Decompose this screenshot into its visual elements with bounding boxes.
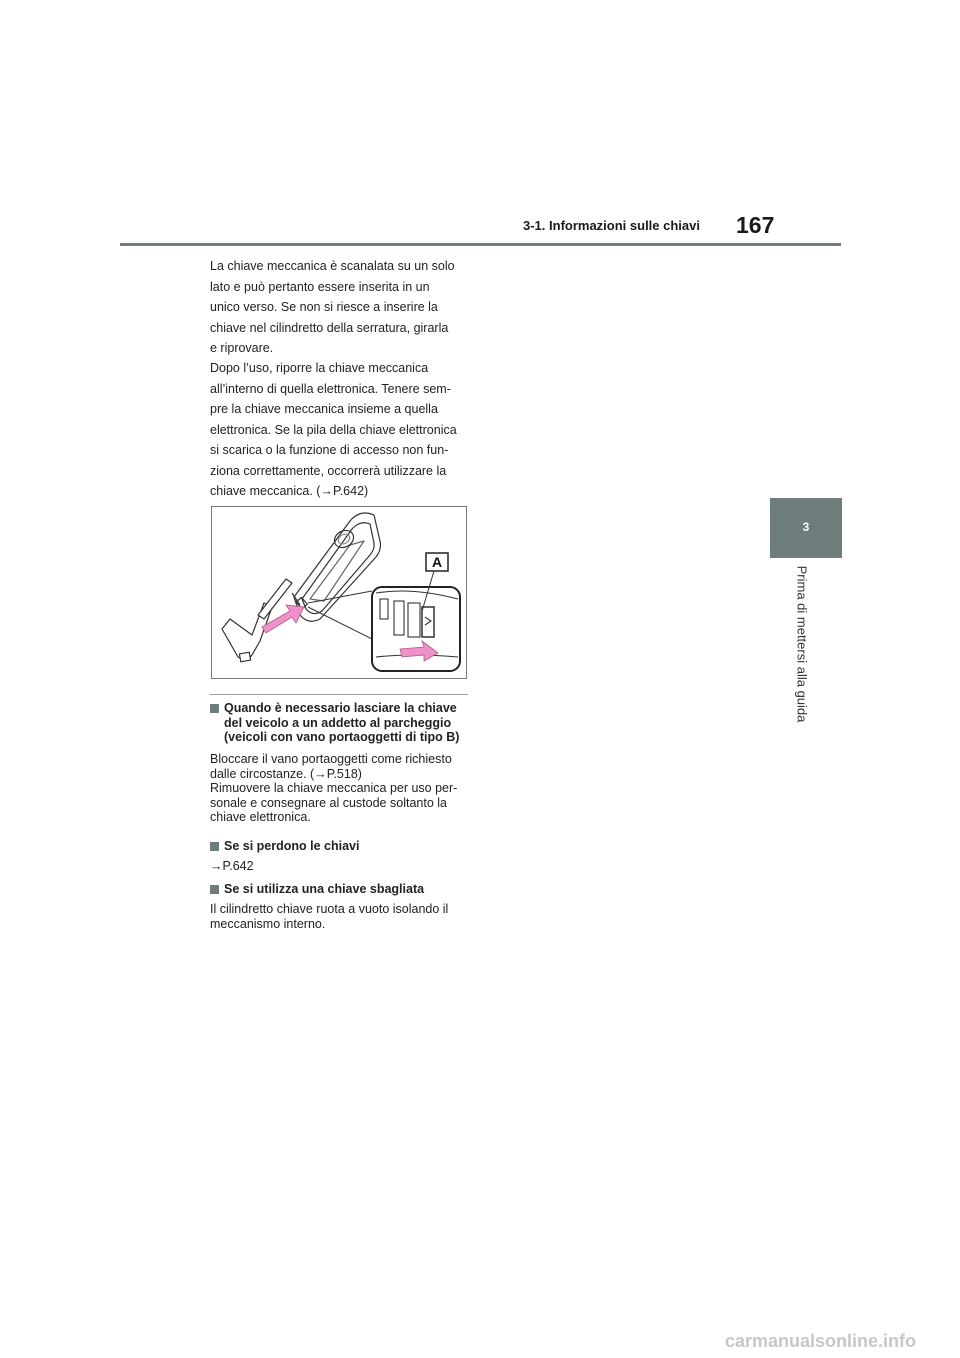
- text-line: unico verso. Se non si riesce a inserire la: [210, 300, 438, 314]
- text-line: lato e può pertanto essere inserita in un: [210, 279, 430, 294]
- watermark: carmanualsonline.info: [725, 1331, 917, 1351]
- bullet-square-icon: [210, 885, 219, 894]
- text-line: all’interno di quella elettronica. Tenere sem-: [210, 381, 451, 396]
- page-number: 167: [736, 212, 775, 238]
- text-line: chiave elettronica.: [210, 810, 311, 824]
- body-paragraph-2: [210, 358, 480, 502]
- text-line: chiave nel cilindretto della serratura, girarla: [210, 320, 449, 335]
- text-line: Rimuovere la chiave meccanica per uso per-: [210, 781, 458, 795]
- note-text-lost-keys: [210, 859, 472, 874]
- header-divider: [120, 243, 841, 246]
- text-line: pre la chiave meccanica insieme a quella: [210, 402, 438, 416]
- text-line: →P.642: [210, 859, 254, 873]
- text-line: La chiave meccanica è scanalata su un solo: [210, 259, 455, 273]
- heading-line: Quando è necessario lasciare la chiave: [224, 701, 457, 715]
- text-line: e riprovare.: [210, 341, 274, 355]
- electronic-key-icon: [212, 507, 466, 678]
- text-line: meccanismo interno.: [210, 916, 326, 931]
- callout-label: A: [431, 554, 443, 570]
- heading-line: del veicolo a un addetto al parcheggio: [224, 715, 452, 730]
- text-line: dalle circostanze. (→P.518): [210, 766, 362, 781]
- body-paragraph-1: [210, 256, 480, 359]
- heading-line: Se si perdono le chiavi: [224, 839, 360, 853]
- heading-line: (veicoli con vano portaoggetti di tipo B): [224, 730, 460, 744]
- note-heading-valet: [210, 701, 472, 745]
- note-heading-wrong-key: [210, 882, 472, 897]
- text-line: elettronica. Se la pila della chiave elettronica: [210, 422, 457, 437]
- chapter-tab: 3: [770, 498, 842, 558]
- heading-line: Se si utilizza una chiave sbagliata: [224, 882, 425, 896]
- section-title: 3-1. Informazioni sulle chiavi: [523, 218, 700, 233]
- text-line: ziona correttamente, occorrerà utilizzare la: [210, 463, 447, 478]
- chapter-title: Prima di mettersi alla guida: [794, 565, 810, 723]
- notes-divider: [210, 694, 468, 695]
- text-line: Bloccare il vano portaoggetti come richiesto: [210, 752, 452, 766]
- key-illustration: [211, 506, 467, 679]
- text-line: sonale e consegnare al custode soltanto la: [210, 795, 447, 810]
- note-heading-lost-keys: [210, 839, 472, 854]
- bullet-square-icon: [210, 842, 219, 851]
- bullet-square-icon: [210, 704, 219, 713]
- text-line: si scarica o la funzione di accesso non fun-: [210, 443, 449, 457]
- text-line: Dopo l’uso, riporre la chiave meccanica: [210, 361, 429, 375]
- note-text-wrong-key: [210, 902, 472, 931]
- text-line: chiave meccanica. (→P.642): [210, 484, 369, 498]
- text-line: Il cilindretto chiave ruota a vuoto isolando il: [210, 902, 449, 916]
- note-text-valet: [210, 752, 472, 825]
